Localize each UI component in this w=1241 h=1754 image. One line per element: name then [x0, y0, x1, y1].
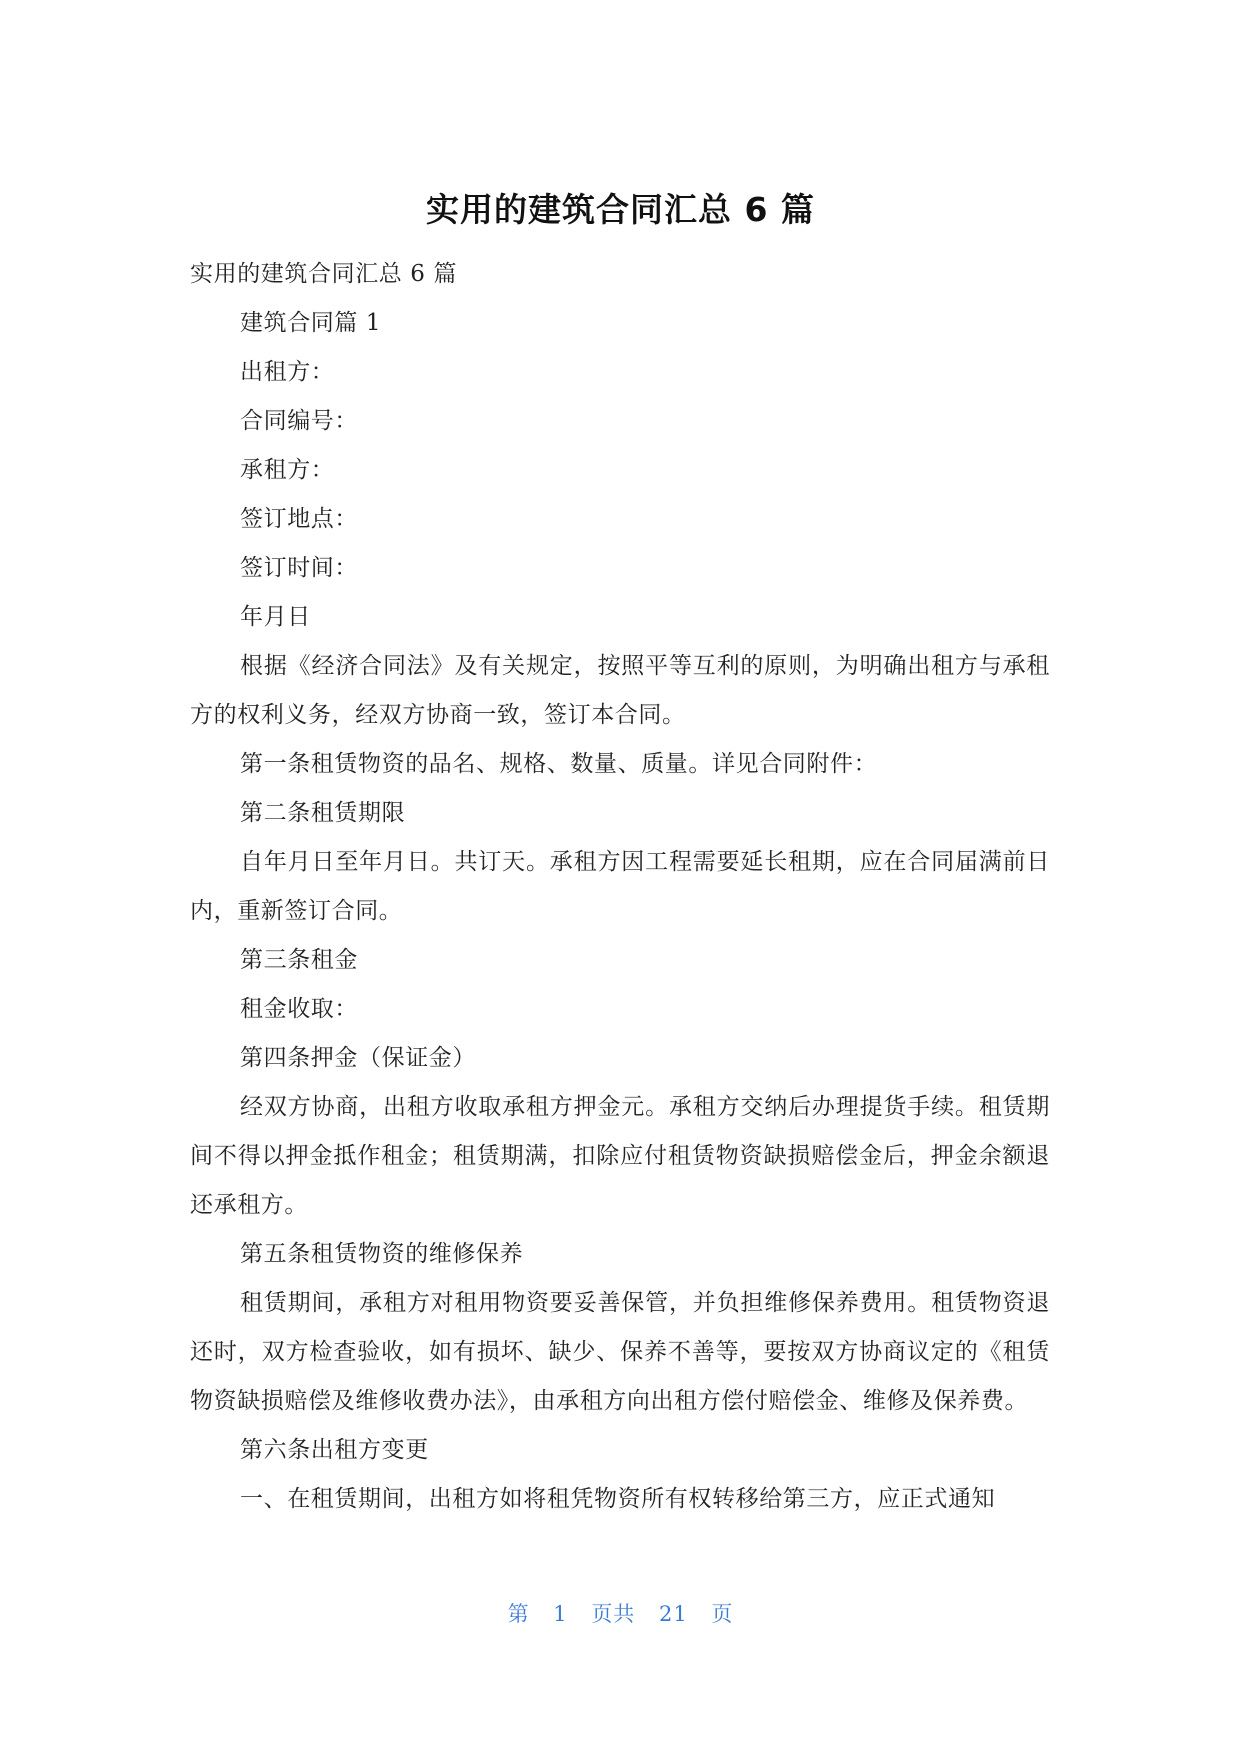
paragraph: 出租方：: [240, 359, 335, 385]
paragraph: 合同编号：: [240, 408, 358, 434]
paragraph: 第一条租赁物资的品名、规格、数量、质量。详见合同附件：: [240, 751, 878, 777]
page-label-suffix: 页: [711, 1602, 734, 1626]
page-label-mid: 页共: [591, 1602, 636, 1626]
current-page-number: 1: [553, 1602, 568, 1626]
page-number-footer: [0, 1598, 1241, 1628]
paragraph: 第六条出租方变更: [240, 1437, 429, 1463]
paragraph: 第四条押金（保证金）: [240, 1045, 476, 1071]
paragraph: 签订地点：: [240, 506, 358, 532]
document-title: 实用的建筑合同汇总 6 篇: [426, 190, 815, 229]
paragraph: 根据《经济合同法》及有关规定，按照平等互利的原则，为明确出租方与承租方的权利义务，经双方协商一致，签订本合同。: [190, 653, 1050, 728]
paragraph: 一、在租赁期间，出租方如将租凭物资所有权转移给第三方，应正式通知: [240, 1486, 996, 1512]
paragraph: 自年月日至年月日。共订天。承租方因工程需要延长租期，应在合同届满前日内，重新签订合同。: [190, 849, 1050, 924]
paragraph: 租赁期间，承租方对租用物资要妥善保管，并负担维修保养费用。租赁物资退还时，双方检查验收，如有损坏、缺少、保养不善等，要按双方协商议定的《租赁物资缺损赔偿及维修收费办法》，由承租方向出租方偿付赔偿金、维修及保养费。: [190, 1290, 1050, 1414]
paragraph: 实用的建筑合同汇总 6 篇: [190, 261, 458, 287]
paragraph: 经双方协商，出租方收取承租方押金元。承租方交纳后办理提货手续。租赁期间不得以押金抵作租金；租赁期满，扣除应付租赁物资缺损赔偿金后，押金余额退还承租方。: [190, 1094, 1050, 1218]
paragraph: 第三条租金: [240, 947, 358, 973]
paragraph: 第二条租赁期限: [240, 800, 406, 826]
paragraph: 建筑合同篇 1: [240, 310, 382, 336]
total-pages-number: 21: [659, 1602, 688, 1626]
paragraph: 年月日: [240, 604, 311, 630]
paragraph: 承租方：: [240, 457, 335, 483]
paragraph: 租金收取：: [240, 996, 358, 1022]
page-label-prefix: 第: [507, 1602, 530, 1626]
paragraph: 第五条租赁物资的维修保养: [240, 1241, 524, 1267]
document-body: [190, 250, 1050, 1524]
paragraph: 签订时间：: [240, 555, 358, 581]
